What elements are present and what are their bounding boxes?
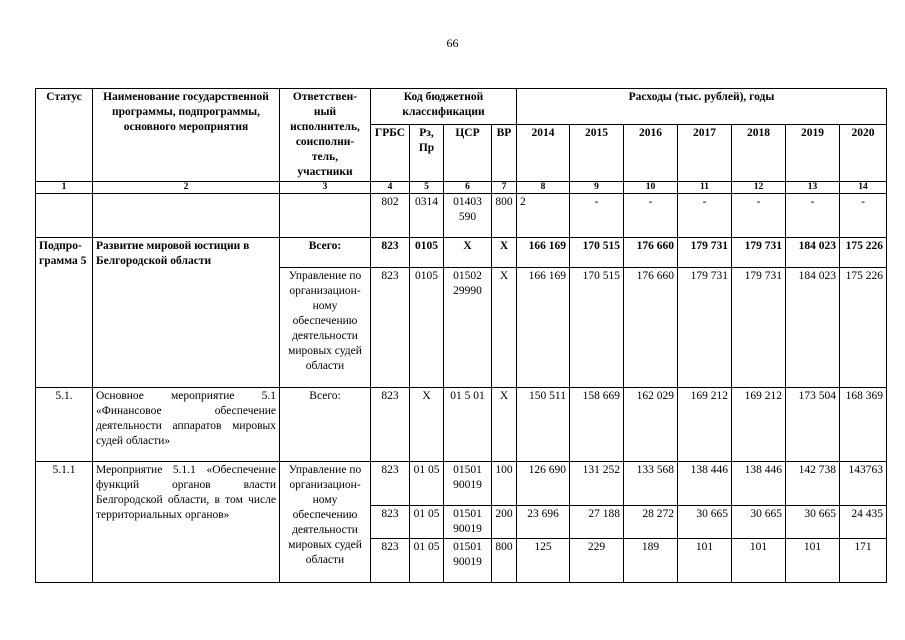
value-cell: - [840, 194, 887, 238]
grbs-cell: 823 [371, 268, 410, 388]
value-cell: 28 272 [624, 506, 678, 539]
vr-cell: 100 [492, 462, 517, 506]
value-cell: 30 665 [678, 506, 732, 539]
header-expenses: Расходы (тыс. рублей), годы [517, 89, 887, 125]
value-cell: 30 665 [732, 506, 786, 539]
column-number: 8 [517, 182, 570, 194]
value-cell: 125 [517, 539, 570, 583]
status-cell [36, 194, 93, 238]
value-cell: - [732, 194, 786, 238]
csr-cell: Х [444, 238, 492, 268]
column-number: 11 [678, 182, 732, 194]
status-cell: Подпро-грамма 5 [36, 238, 93, 388]
value-cell: 184 023 [786, 238, 840, 268]
vr-cell: Х [492, 388, 517, 462]
value-cell: 166 169 [517, 268, 570, 388]
rzpr-cell: 0105 [410, 268, 444, 388]
value-cell: 170 515 [570, 238, 624, 268]
value-cell: 101 [678, 539, 732, 583]
header-rzpr: Рз, Пр [410, 125, 444, 182]
column-number: 13 [786, 182, 840, 194]
value-cell: 142 738 [786, 462, 840, 506]
status-cell: 5.1. [36, 388, 93, 462]
csr-cell: 01 5 01 [444, 388, 492, 462]
value-cell: - [786, 194, 840, 238]
value-cell: 171 [840, 539, 887, 583]
header-year: 2019 [786, 125, 840, 182]
header-budget-code: Код бюджетной классификации [371, 89, 517, 125]
header-csr: ЦСР [444, 125, 492, 182]
grbs-cell: 823 [371, 462, 410, 506]
value-cell: 170 515 [570, 268, 624, 388]
status-cell: 5.1.1 [36, 462, 93, 583]
column-number: 2 [93, 182, 280, 194]
column-number: 10 [624, 182, 678, 194]
vr-cell: 800 [492, 539, 517, 583]
column-number: 5 [410, 182, 444, 194]
header-name: Наименование государственной программы, подпрограммы, основного мероприятия [93, 89, 280, 182]
column-number: 14 [840, 182, 887, 194]
grbs-cell: 802 [371, 194, 410, 238]
csr-cell: 01501 90019 [444, 539, 492, 583]
value-cell: 101 [732, 539, 786, 583]
value-cell: - [678, 194, 732, 238]
value-cell: 179 731 [732, 268, 786, 388]
name-cell [93, 194, 280, 238]
value-cell: 158 669 [570, 388, 624, 462]
vr-cell: 800 [492, 194, 517, 238]
vr-cell: Х [492, 238, 517, 268]
vr-cell: Х [492, 268, 517, 388]
column-number: 4 [371, 182, 410, 194]
column-number: 7 [492, 182, 517, 194]
csr-cell: 01501 90019 [444, 462, 492, 506]
value-cell: 184 023 [786, 268, 840, 388]
column-number: 1 [36, 182, 93, 194]
rzpr-cell: 0314 [410, 194, 444, 238]
header-year: 2020 [840, 125, 887, 182]
executor-cell: Управление по организацион-ному обеспечению деятельности мировых судей области [280, 462, 371, 583]
table-row [36, 462, 887, 506]
name-cell: Мероприятие 5.1.1 «Обеспечение функций органов власти Белгородской области, в том числе территориальных органов» [93, 462, 280, 583]
executor-cell: Управление по организацион-ному обеспечению деятельности мировых судей области [280, 268, 371, 388]
csr-cell: 01502 29990 [444, 268, 492, 388]
value-cell: 169 212 [732, 388, 786, 462]
header-vr: ВР [492, 125, 517, 182]
value-cell: 166 169 [517, 238, 570, 268]
value-cell: 101 [786, 539, 840, 583]
budget-table [35, 88, 887, 583]
value-cell: 229 [570, 539, 624, 583]
executor-cell: Всего: [280, 388, 371, 462]
value-cell: 150 511 [517, 388, 570, 462]
rzpr-cell: 01 05 [410, 462, 444, 506]
table-row [36, 388, 887, 462]
value-cell: 175 226 [840, 268, 887, 388]
csr-cell: 01501 90019 [444, 506, 492, 539]
header-year: 2014 [517, 125, 570, 182]
value-cell: 143763 [840, 462, 887, 506]
column-number: 6 [444, 182, 492, 194]
value-cell: 2 [517, 194, 570, 238]
value-cell: 138 446 [678, 462, 732, 506]
page-number: 66 [446, 36, 459, 50]
value-cell: 173 504 [786, 388, 840, 462]
name-cell: Развитие мировой юстиции в Белгородской области [93, 238, 280, 388]
value-cell: - [570, 194, 624, 238]
value-cell: 169 212 [678, 388, 732, 462]
value-cell: 179 731 [678, 268, 732, 388]
value-cell: 30 665 [786, 506, 840, 539]
header-status: Статус [36, 89, 93, 182]
value-cell: 179 731 [732, 238, 786, 268]
header-executor: Ответствен-ный исполнитель, соисполни-тель, участники [280, 89, 371, 182]
column-number: 3 [280, 182, 371, 194]
executor-cell [280, 194, 371, 238]
rzpr-cell: 01 05 [410, 506, 444, 539]
value-cell: 176 660 [624, 268, 678, 388]
rzpr-cell: 01 05 [410, 539, 444, 583]
grbs-cell: 823 [371, 238, 410, 268]
column-number: 9 [570, 182, 624, 194]
grbs-cell: 823 [371, 506, 410, 539]
value-cell: - [624, 194, 678, 238]
value-cell: 176 660 [624, 238, 678, 268]
column-number: 12 [732, 182, 786, 194]
value-cell: 131 252 [570, 462, 624, 506]
executor-cell: Всего: [280, 238, 371, 268]
value-cell: 138 446 [732, 462, 786, 506]
name-cell: Основное мероприятие 5.1 «Финансовое обеспечение деятельности аппаратов мировых судей области» [93, 388, 280, 462]
value-cell: 133 568 [624, 462, 678, 506]
table-row [36, 194, 887, 238]
value-cell: 179 731 [678, 238, 732, 268]
value-cell: 168 369 [840, 388, 887, 462]
value-cell: 189 [624, 539, 678, 583]
header-year: 2017 [678, 125, 732, 182]
header-year: 2016 [624, 125, 678, 182]
rzpr-cell: Х [410, 388, 444, 462]
rzpr-cell: 0105 [410, 238, 444, 268]
header-year: 2018 [732, 125, 786, 182]
value-cell: 126 690 [517, 462, 570, 506]
header-grbs: ГРБС [371, 125, 410, 182]
value-cell: 24 435 [840, 506, 887, 539]
value-cell: 175 226 [840, 238, 887, 268]
grbs-cell: 823 [371, 539, 410, 583]
header-year: 2015 [570, 125, 624, 182]
value-cell: 162 029 [624, 388, 678, 462]
value-cell: 23 696 [517, 506, 570, 539]
grbs-cell: 823 [371, 388, 410, 462]
value-cell: 27 188 [570, 506, 624, 539]
table-row [36, 238, 887, 268]
csr-cell: 01403 590 [444, 194, 492, 238]
vr-cell: 200 [492, 506, 517, 539]
